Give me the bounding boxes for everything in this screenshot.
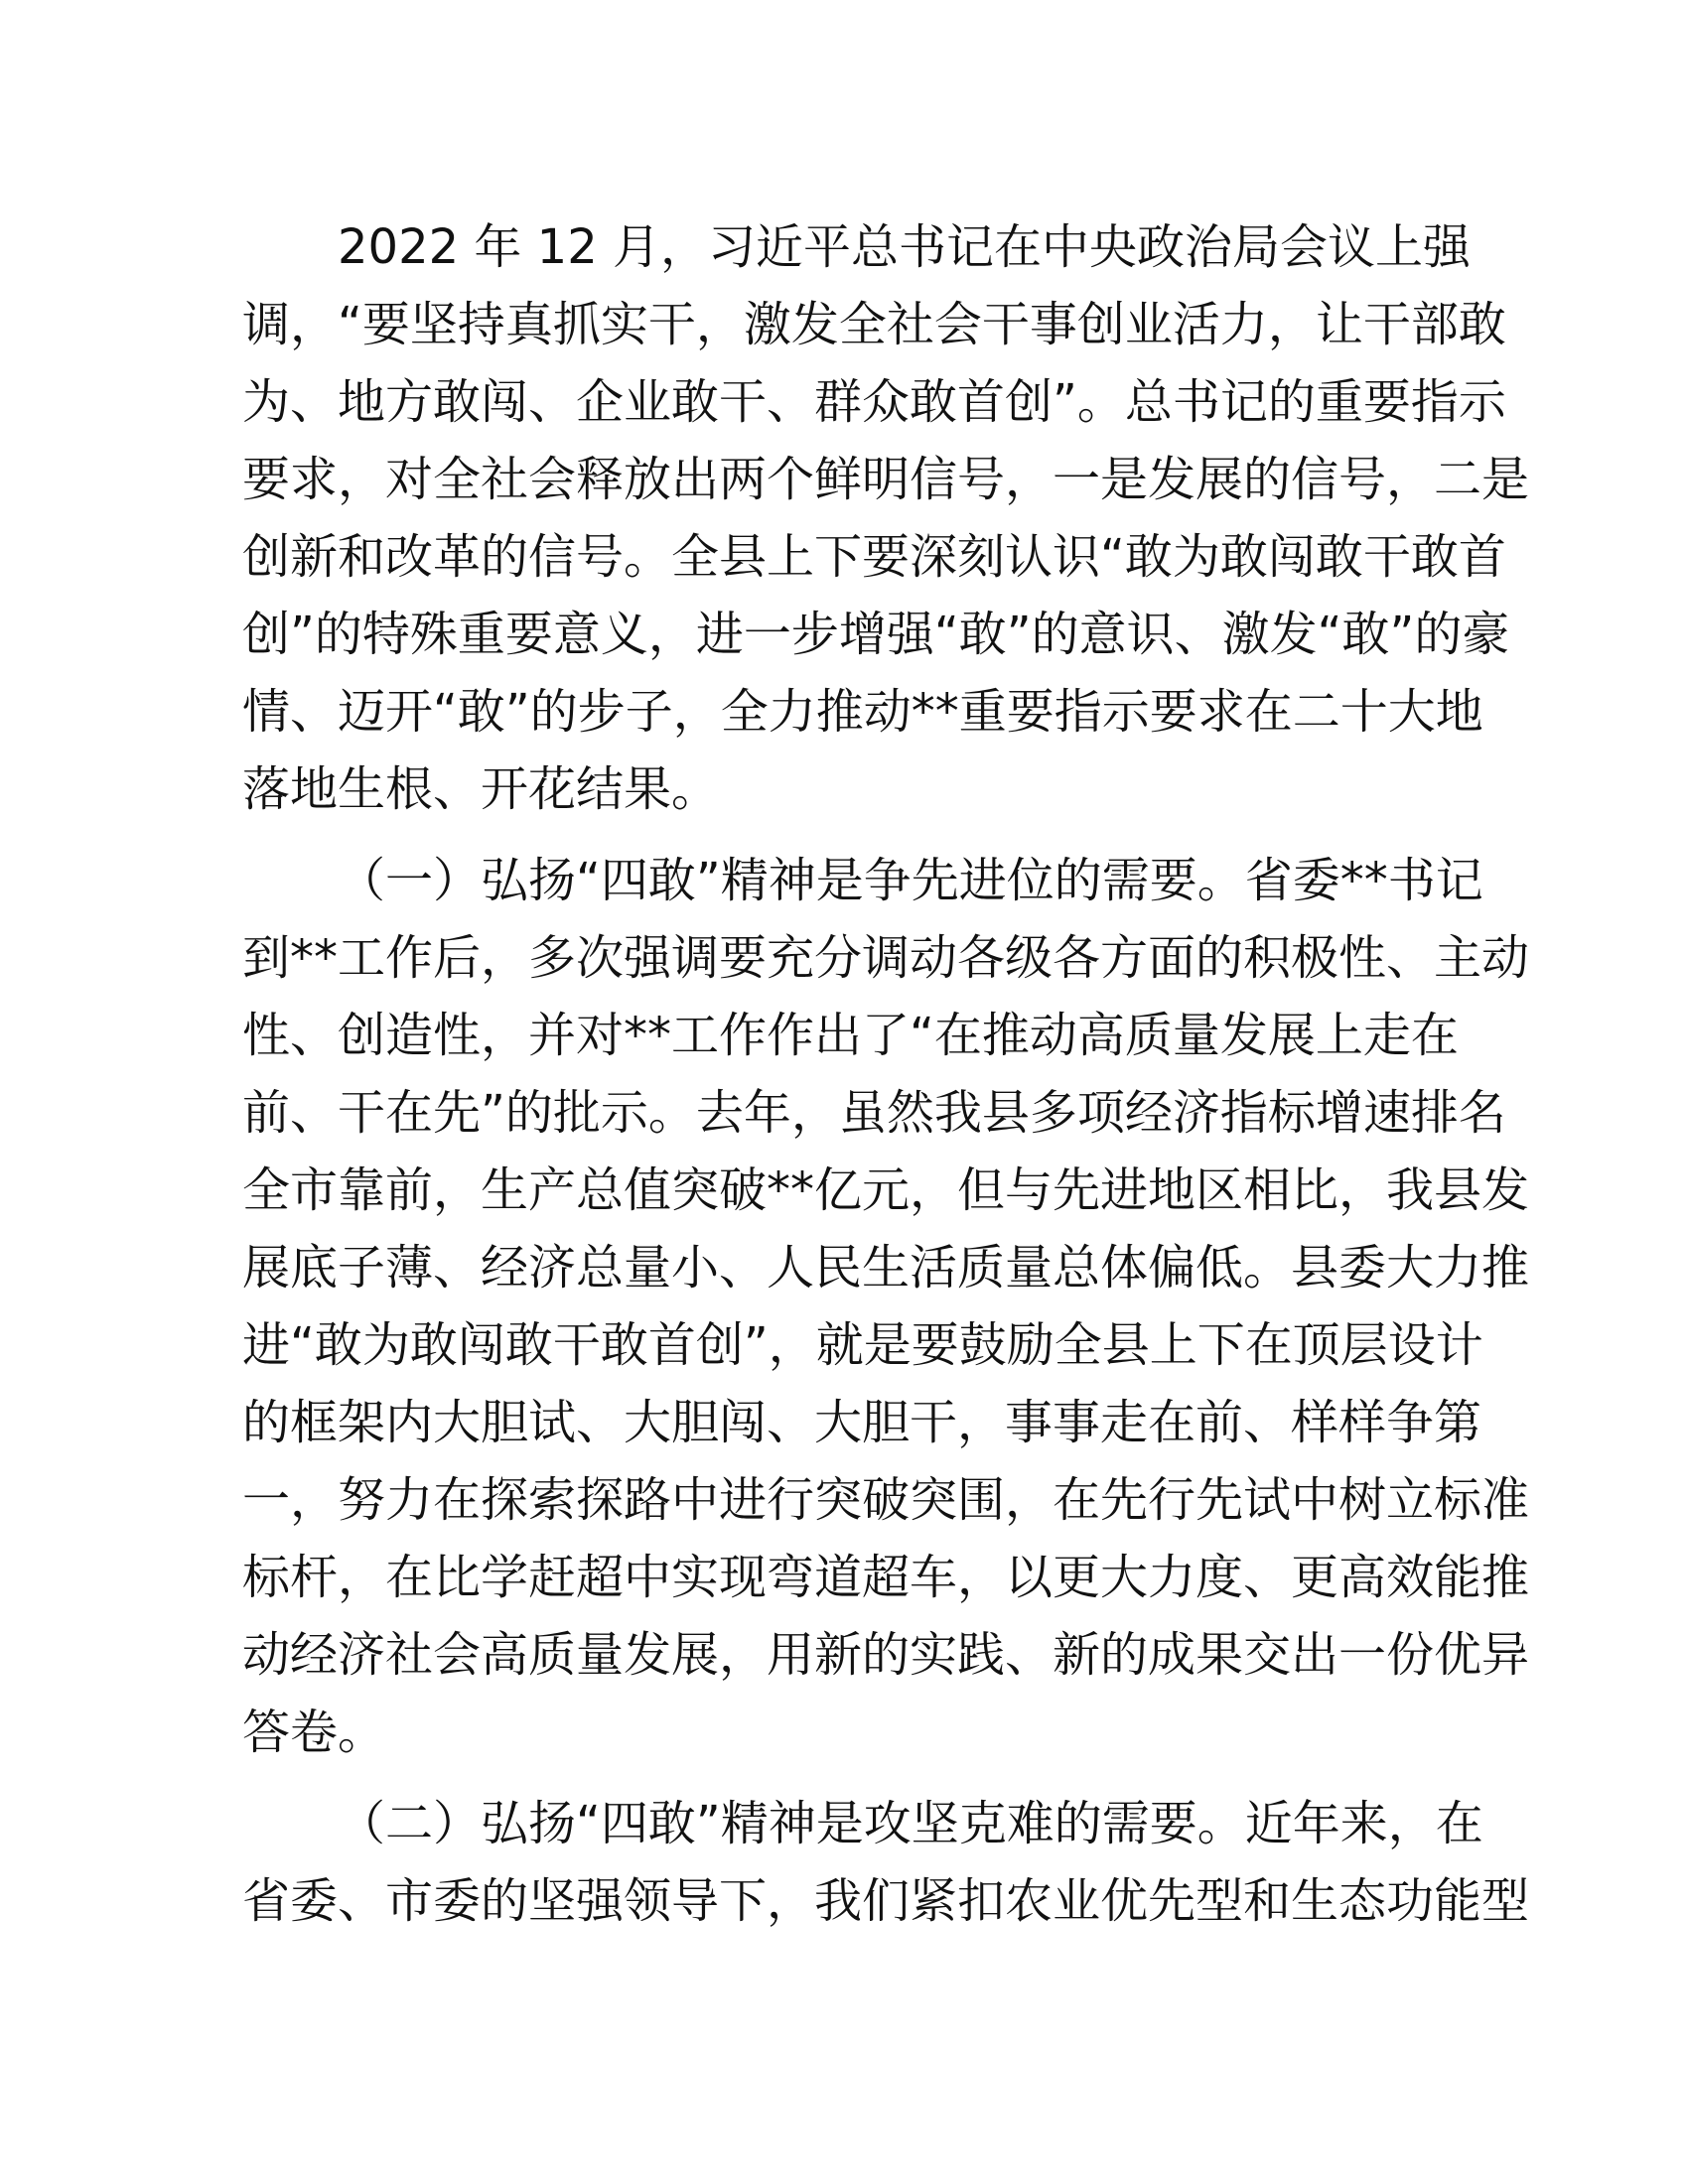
text-line: 2022 年 12 月，习近平总书记在中央政治局会议上强 [338, 219, 1472, 275]
text-line: 省委、市委的坚强领导下，我们紧扣农业优先型和生态功能型 [242, 1873, 1530, 1929]
text-line: 落地生根、开花结果。 [242, 761, 720, 817]
text-line: 动经济社会高质量发展，用新的实践、新的成果交出一份优异 [242, 1627, 1530, 1683]
text-line: （二）弘扬“四敢”精神是攻坚克难的需要。近年来，在 [338, 1796, 1483, 1851]
text-line: 情、迈开“敢”的步子，全力推动**重要指示要求在二十大地 [242, 684, 1483, 740]
paragraph-spacing [242, 1771, 1434, 1785]
text-line: 答卷。 [242, 1705, 386, 1760]
text-line: 调，“要坚持真抓实干，激发全社会干事创业活力，让干部敢 [242, 297, 1506, 352]
text-line: 前、干在先”的批示。去年，虽然我县多项经济指标增速排名 [242, 1085, 1506, 1141]
text-line: 性、创造性，并对**工作作出了“在推动高质量发展上走在 [242, 1008, 1459, 1063]
text-line: 全市靠前，生产总值突破**亿元，但与先进地区相比，我县发 [242, 1162, 1530, 1218]
text-line: 标杆，在比学赶超中实现弯道超车，以更大力度、更高效能推 [242, 1550, 1530, 1605]
text-line: 展底子薄、经济总量小、人民生活质量总体偏低。县委大力推 [242, 1240, 1530, 1296]
paragraph-2 [242, 842, 1530, 1771]
text-line: 创”的特殊重要意义，进一步增强“敢”的意识、激发“敢”的豪 [242, 607, 1510, 662]
text-line: 的框架内大胆试、大胆闯、大胆干，事事走在前、样样争第 [242, 1395, 1482, 1450]
paragraph-3 [242, 1785, 1530, 1940]
text-line: 为、地方敢闯、企业敢干、群众敢首创”。总书记的重要指示 [242, 374, 1506, 430]
text-line: 进“敢为敢闯敢干敢首创”，就是要鼓励全县上下在顶层设计 [242, 1317, 1483, 1373]
text-line: 创新和改革的信号。全县上下要深刻认识“敢为敢闯敢干敢首 [242, 529, 1506, 585]
text-line: 要求，对全社会释放出两个鲜明信号，一是发展的信号，二是 [242, 452, 1530, 507]
paragraph-spacing [242, 828, 1434, 842]
text-line: 一，努力在探索探路中进行突破突围，在先行先试中树立标准 [242, 1472, 1530, 1528]
document-body [242, 208, 1530, 1940]
paragraph-1 [242, 208, 1530, 828]
text-line: 到**工作后，多次强调要充分调动各级各方面的积极性、主动 [242, 930, 1530, 986]
text-line: （一）弘扬“四敢”精神是争先进位的需要。省委**书记 [338, 853, 1483, 908]
